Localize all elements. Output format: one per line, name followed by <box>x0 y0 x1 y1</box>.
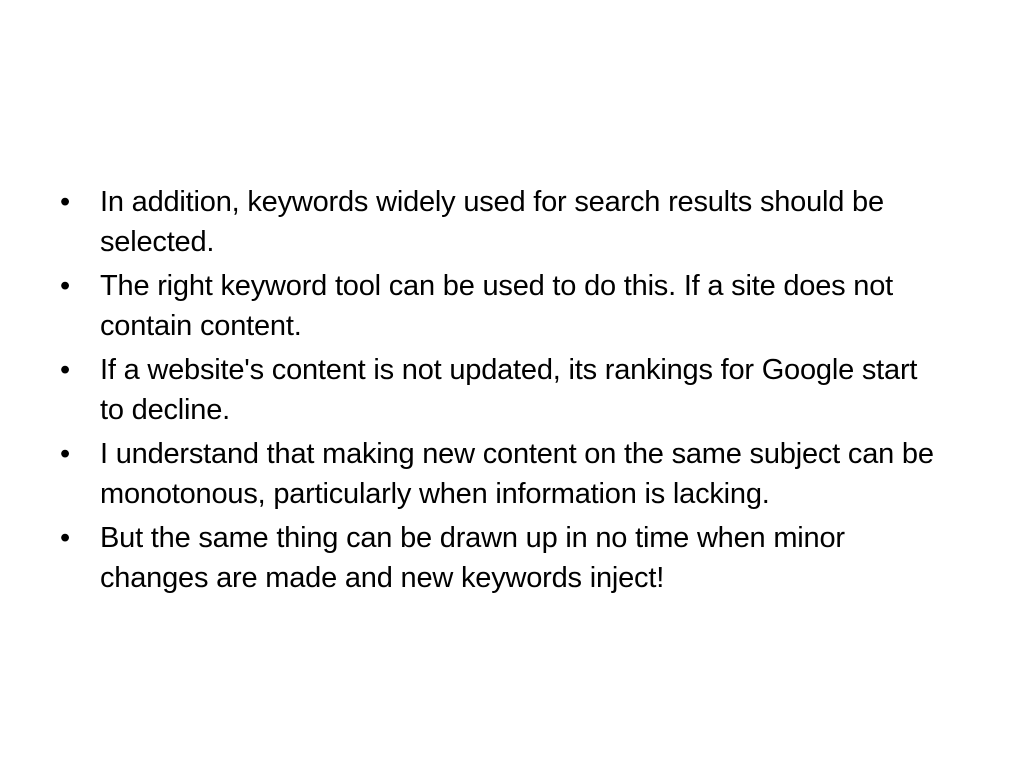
bullet-icon: • <box>60 438 70 470</box>
bullet-icon: • <box>60 270 70 302</box>
bullet-text: But the same thing can be drawn up in no time when minor changes are made and new keywords inject! <box>100 522 845 594</box>
bullet-icon: • <box>60 186 70 218</box>
bullet-text: In addition, keywords widely used for search results should be selected. <box>100 186 884 258</box>
bullet-item <box>58 266 948 346</box>
bullet-item <box>58 182 948 262</box>
bullet-item <box>58 518 948 598</box>
bullet-icon: • <box>60 354 70 386</box>
bullet-text: If a website's content is not updated, its rankings for Google start to decline. <box>100 354 918 426</box>
bullet-item <box>58 350 948 430</box>
bullet-list <box>58 182 948 602</box>
bullet-text: I understand that making new content on the same subject can be monotonous, particularly when information is lacking. <box>100 438 934 510</box>
bullet-icon: • <box>60 522 70 554</box>
bullet-item <box>58 434 948 514</box>
bullet-text: The right keyword tool can be used to do this. If a site does not contain content. <box>100 270 894 342</box>
